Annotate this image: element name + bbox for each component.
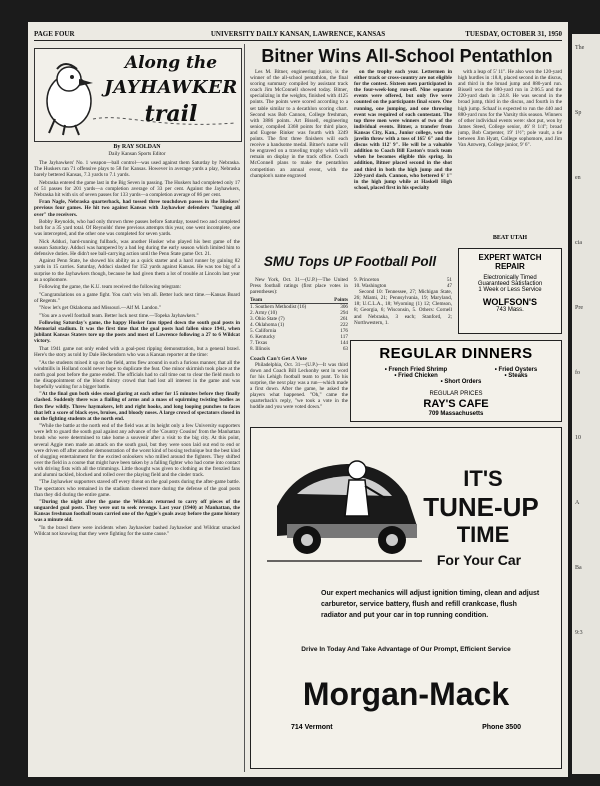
column-rule <box>244 44 245 772</box>
smu-headline: SMU Tops UP Football Poll <box>263 254 437 269</box>
paragraph: "At the final gun both sides stood glaring at each other for 15 minutes before they finally clashed. Suddenly there was a flailing of arms and a mass of squirming twisting bodies as fists flew wildly. Threw haymakers, left and right hooks, and long looping punches to faces that left a score of black eyes, bruises, and bloody noses. A large crowd of spectators closed in on the fighting students at the north end. <box>34 391 240 422</box>
menu-item: • Fried Chicken <box>394 373 438 379</box>
column-body <box>34 160 240 772</box>
paragraph: "Congratulations on a game fight. You can't win 'em all. Better luck next time.—Kansas Board of Regents." <box>34 291 240 304</box>
ad-title: EXPERT WATCH <box>478 253 542 262</box>
paragraph: "The Jayhawker supporters staved off every threat on the goal posts during the after-game battle. The spectators who remained in the stadium cheered more during the defense of the goal posts than they did during the entire game. <box>34 479 240 498</box>
bitner-col-1 <box>250 69 348 252</box>
edge-text: A <box>575 500 580 506</box>
poll-team: 3. Ohio State (7) <box>250 315 285 322</box>
column-logo <box>34 48 242 142</box>
poll-points: 63 <box>342 346 348 353</box>
poll-team: 7. Texas <box>250 340 268 347</box>
poll-points: 144 <box>340 340 348 347</box>
paragraph: "During the night after the game the Wildcats returned to carry off pieces of the unguarded goal posts. They were out to seek revenge. Last year (1940) at Manhattan, the Kansas freshman football team carried one of the Aggie's goals away before the game history was a minute old. <box>34 499 240 524</box>
logo-line-2: JAYHAWKER <box>104 77 238 98</box>
logo-line-3: trail <box>144 101 198 127</box>
poll-header <box>250 297 348 304</box>
paragraph: Following Saturday's game, the happy Husker fans tipped down the south goal posts in Memorial stadium. It was the first time that the goal posts had fallen since 1941, when jubilant Kansas Staters tore up the posts and most of Lawrence following a 27 to 6 Wildcat victory. <box>34 320 240 345</box>
poll-points: 176 <box>340 328 348 335</box>
menu-item: • Fried Oysters <box>494 367 538 373</box>
poll-points: 222 <box>340 322 348 329</box>
paragraph: Following the game, the K.U. team received the following telegram: <box>39 284 182 291</box>
ad-line: Electronically Timed <box>483 275 537 281</box>
coach-story: Philadelphia, Oct. 31—(U.P.)—It was third down and Coach Bill Leckonby sent in word for his Lehigh football team to punt. To his surprise, the next play was a run—which made a first down. After the game, he asked the players what happened. "Oh," came the quarterback's reply, "we took a vote in the huddle and you were voted down." <box>250 361 348 411</box>
paragraph: on the trophy each year. Lettermen in either track or cross-country are not eligible for the contest. Sixteen men participated in the four-week-long run-off. Nine separate events were offered, but only five were counted on the participants final score. One running, one jumping, and one throwing event was required of each contestant. The top three men were winners of two of the individual events. Bitner, a transfer from Kansas City, Kan., Junior college, won the javelin throw with a toss of 165' 6" and the discus with 112' 9". He will be a valuable addition to Coach Bill Easton's track team when he becomes eligible this spring. In addition, Bitner placed second in the shot and third in both the high jump and the 220-yard dash. Cannon, who bettered 6' 1" in the high jump while at Haskell High school, placed first in his specialty <box>354 69 452 191</box>
byline-title: Daily Kansan Sports Editor <box>108 151 166 157</box>
adjacent-page-edge <box>572 34 600 774</box>
bitner-col-3 <box>458 69 562 239</box>
menu-item: • French Fried Shrimp <box>384 367 448 373</box>
bitner-col-2 <box>354 69 452 252</box>
edge-text: Ba <box>575 565 582 571</box>
ad-body: Our expert mechanics will adjust ignition timing, clean and adjust carburetor, service battery, flush and refill crankcase, flush radiator and put your car in top running condition. <box>321 590 540 619</box>
paragraph: Fran Nagle, Nebraska quarterback, had tossed three touchdown passes in the Huskers' previous four games. He hit two against Kansas with Jayhawker defenders "hanging all over" the receivers. <box>34 199 240 218</box>
poll-others: Second 10: Tennessee, 27; Michigan State, 26; Miami, 21; Pennsylvania, 19; Maryland, 18; U.C.L.A., 18; Wyoming (1) 12; Clemson, 8; Georgia, 6; Wisconsin, 5. Others: Cornell and Nebraska, 3 each; Stanford, 2; Northwestern, 1. <box>354 289 452 326</box>
ad-tagline: Drive In Today And Take Advantage of Our Prompt, Efficient Service <box>301 646 511 653</box>
paragraph: "Now let's get Oklahoma and Missouri.—Alf M. Landon." <box>39 305 161 312</box>
poll-points: 117 <box>340 334 348 341</box>
smu-poll-right <box>354 277 452 337</box>
edge-text: en <box>575 175 581 181</box>
poll-team: 6. Kentucky <box>250 334 276 341</box>
ad-line: REGULAR PRICES <box>429 391 483 397</box>
paragraph: "In the brawl there were incidents when Jayhawker bashed Jayhawker and Wildcat smacked Wildcat not knowing that they were fighting for the same cause." <box>34 524 240 537</box>
paragraph: with a leap of 5' 11". He also won the 120-yard high hurdles in :18.8, placed second in the discus, and third in the broad jump and 880-yard run. Bissell won the 880-yard run in 2:06.5 and the 220-yard dash in :24.8. He was second in the broad jump, third in the discus, and fourth in the high jump. Schaaf is expected to run the 440 and 880-yard runs for the Varsity this season. Winners of other individual events were: shot put, won by James Steed, College senior, 46' 8 1/4"; broad jump, Bob Carpenter, 19' 1½"; pole vault, a tie between Jim Hyatt, College sophomore, and Jim Van Antwerp, College junior, 9' 6". <box>458 69 562 149</box>
car-illustration <box>257 436 427 576</box>
logo-line-1: Along the <box>124 53 218 73</box>
poll-table <box>250 304 348 353</box>
poll-team: 8. Illinois <box>250 346 270 353</box>
menu-item-label: Short Orders <box>444 379 482 385</box>
poll-points: 294 <box>340 309 348 316</box>
menu-item-label: Fried Oysters <box>498 367 538 373</box>
ad-line: 1 Week or Less Service <box>478 287 542 293</box>
ad-address: 714 Vermont <box>291 724 333 731</box>
menu-item-label: Steaks <box>508 373 528 379</box>
poll-points: 306 <box>340 303 348 310</box>
edge-text: fo <box>575 370 580 376</box>
issue-date: TUESDAY, OCTOBER 31, 1950 <box>465 30 562 38</box>
byline: By RAY SOLDAN <box>113 144 161 150</box>
menu-item-label: Fried Chicken <box>398 373 438 379</box>
paragraph: "While the battle at the north end of the field was at its height only a few University supporters were left to guard the south goal against any advance of the 'Country Cousins' from the Manhattan brush who were determined to take home a souvenir after a visit to the big city. At this point, several Aggie men made an attack on the south goal, but they were soon laid out end to end or were driven off after another demonstration of the worst kind of boxing technique but the best kind of slugging entertainment for the excited onlookers who milled around the fighters. They shifted over the field in a course that might have been taken by a falling fighter who had come into contact with driving fists with all the trimmings. Little thought was given to clothing as the frenzied fans and alumni tackled, blocked and rolled over the playing field and the cinder track. <box>34 423 240 478</box>
edge-text: The <box>575 45 585 51</box>
menu-items <box>361 367 561 385</box>
ad-store-name: WOLFSON'S <box>482 297 538 307</box>
poll-team: 9. Princeton <box>354 277 380 283</box>
menu-item: • Steaks <box>504 373 528 379</box>
ad-headline: TUNE-UP <box>423 492 539 522</box>
team-col-header: Team <box>250 296 263 303</box>
poll-team: 5. California <box>250 328 277 335</box>
rays-cafe-ad <box>350 340 562 422</box>
paragraph: Nebraska entered the game last in the Big Seven in passing. The Huskers had completed only 17 of 51 passes for 201 yards—a completion average of 33 per cent. Against the Jayhawkers, Nebraska hit with six of seven passes for 133 yards—a completion average of 86 per cent. <box>34 179 240 198</box>
edge-text: Sp <box>575 110 582 116</box>
points-col-header: Points <box>334 296 348 303</box>
ad-address: 709 Massachusetts <box>428 411 484 417</box>
poll-team: 10. Washington <box>354 283 387 290</box>
poll-points: 51 <box>446 277 452 283</box>
paragraph: Les M. Bitner, engineering junior, is the winner of the all-school pentathlon, the final scoring summary compiled by assistant track coach Jim McConnell showed today. Bitner, specializing in the weights, finished with 4125 points. The points were scored according to a set table similar to a decathlon scoring chart. Second was Bob Cannon, College freshman, with 3886 points. Art Bissell, engineering senior, compiled 3368 points for third place, and Eugene Rinker was fourth with 3249 points. The first three finishers will each receive a handsome medal. Bitner's name will be engraved on a traveling trophy which will remain on display in the track office. Coach McConnell plans to make the pentathlon competition an annual event, with the champion's name engraved <box>250 69 348 179</box>
poll-points: 47 <box>446 283 452 290</box>
ad-subheadline: For Your Car <box>436 552 522 568</box>
edge-text: Pre <box>575 305 583 311</box>
paragraph: Bobby Reynolds, who had only thrown three passes before Saturday, tossed two and completed both for a 35 yard total. Of Reynolds' three previous attempts this year, one went incomplete, one was intercepted, and the other one was completed for seven yards. <box>34 219 240 238</box>
poll-team: 1. Southern Methodist (16) <box>250 303 307 310</box>
ad-headline: TIME <box>456 522 510 547</box>
paragraph: The Jayhawkers' No. 1 weapon—ball control—was used against them Saturday by Nebraska. The Huskers ran 71 offensive plays to 58 for Kansas. However in average yards a play, Nebraska barely bettered Kansas, 7.3 yards to 7.1 yards. <box>34 160 240 179</box>
menu-item-label: French Fried Shrimp <box>388 367 448 373</box>
smu-poll-left <box>250 277 348 417</box>
masthead <box>34 30 562 41</box>
ad-store-name: RAY'S CAFE <box>423 398 489 410</box>
ad-subtitle: REPAIR <box>495 262 525 271</box>
watch-repair-ad <box>458 248 562 334</box>
newspaper-page <box>28 22 568 777</box>
edge-text: cia <box>575 240 582 246</box>
poll-row <box>250 346 348 352</box>
ad-title: REGULAR DINNERS <box>379 345 533 362</box>
ad-phone: Phone 3500 <box>482 724 521 731</box>
bitner-headline: Bitner Wins All-School Pentathlon <box>261 46 553 66</box>
poll-team: 4. Oklahoma (1) <box>250 322 285 329</box>
page-number: PAGE FOUR <box>34 30 75 38</box>
ad-address: 743 Mass. <box>496 307 524 313</box>
paper-title: UNIVERSITY DAILY KANSAN, LAWRENCE, KANSAS <box>210 30 386 38</box>
paragraph: "As the students mixed it up on the field, arms flew around in such a furious manner, that all the windmills in Holland could never hope to duplicate the feat. One minor skirmish took place at the north goal post before the game ended. The officials had to call time out to clear the field much to the disappointment of the blood thirsty crowd that had lost all interest in the game and was hopefully waiting for a bigger battle. <box>34 359 240 390</box>
edge-text: 10 <box>575 435 581 441</box>
paragraph: Nick Adduci, hard-running fullback, was another Husker who played his best game of the season Saturday. Adduci was hampered by a bad leg during the early season which limited him to defensive duties. He didn't see ball-carrying action until the Penn State game Oct. 21. <box>34 238 240 257</box>
ad-line: Guaranteed Satisfaction <box>477 281 543 287</box>
beat-utah: BEAT UTAH <box>492 235 528 241</box>
mechanic-head <box>348 461 366 479</box>
menu-row: • Short Orders <box>440 379 482 385</box>
poll-team: 2. Army (10) <box>250 309 277 316</box>
poll-intro: New York, Oct. 31—(U.P.)—The United Press football ratings (first place votes in parentheses): <box>250 277 348 296</box>
paragraph: That 1941 game not only ended with a goal-post ripping demonstration, but a general brawl. Here's the story as told by Dale Heckendorn who was a Kansan reporter at the time: <box>34 345 240 359</box>
coach-headline: Coach Can't Get A Vote <box>250 355 307 362</box>
poll-points: 261 <box>340 315 348 322</box>
paragraph: Against Penn State, he showed his ability as a quick starter and a hard runner by gaining 82 yards in 15 carries. Saturday, Adduci slashed for 152 yards against Kansas. He was too big of a surprise to the Jayhawkers though, because he had given them a lot of trouble at Lincoln last year as a sophomore. <box>34 258 240 283</box>
paragraph: "You are a swell football team. Better luck next time.—Topeka Jayhawkers." <box>39 312 199 319</box>
ad-headline: IT'S <box>463 466 503 491</box>
morgan-mack-ad <box>250 427 562 769</box>
poll-table-continued <box>354 277 452 289</box>
ad-store-name: Morgan-Mack <box>302 676 510 712</box>
edge-text: 9:3 <box>575 630 583 636</box>
